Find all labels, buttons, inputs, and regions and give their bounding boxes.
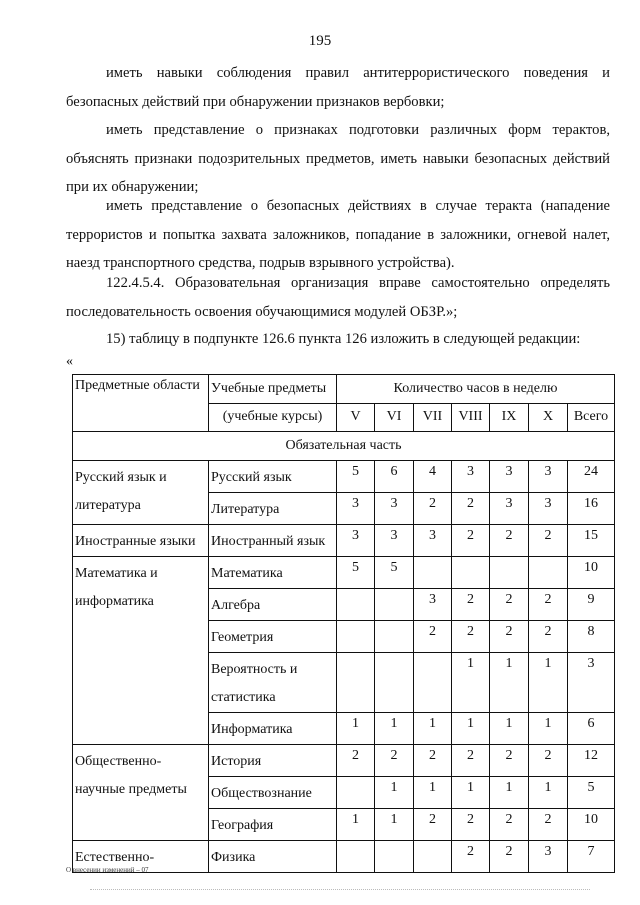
hours-cell: 2 bbox=[490, 744, 529, 776]
hours-cell: 3 bbox=[490, 492, 529, 524]
hours-cell: 1 bbox=[337, 808, 375, 840]
hours-cell: 4 bbox=[414, 460, 452, 492]
hours-cell: 2 bbox=[414, 808, 452, 840]
hours-cell bbox=[490, 556, 529, 588]
hours-cell: 1 bbox=[375, 808, 414, 840]
header-subject-areas: Предметные области bbox=[73, 375, 209, 432]
opening-quote: « bbox=[66, 354, 73, 369]
scan-artifact-line bbox=[90, 889, 590, 890]
subject-area-text: информатика bbox=[75, 593, 154, 609]
subject-area-text: Естественно- bbox=[75, 849, 155, 865]
hours-cell bbox=[375, 840, 414, 872]
hours-cell: 2 bbox=[452, 588, 490, 620]
subject-cell bbox=[209, 620, 337, 652]
paragraph-text: иметь навыки соблюдения правил антитеррористического поведения и безопасных действий при обнаружении признаков вербовки; bbox=[66, 65, 610, 110]
hours-cell: 6 bbox=[375, 460, 414, 492]
page-number: 195 bbox=[308, 33, 332, 49]
hours-cell: 3 bbox=[529, 492, 568, 524]
total-hours-cell: 8 bbox=[568, 620, 615, 652]
hours-cell bbox=[414, 652, 452, 712]
hours-cell bbox=[337, 588, 375, 620]
subject-area-cell bbox=[73, 556, 209, 744]
hours-cell: 3 bbox=[452, 460, 490, 492]
hours-cell: 2 bbox=[375, 744, 414, 776]
subject-cell bbox=[209, 588, 337, 620]
hours-cell: 3 bbox=[414, 524, 452, 556]
total-hours-cell: 9 bbox=[568, 588, 615, 620]
paragraph-text: иметь представление о признаках подготовки различных форм терактов, объяснять признаки подозрительных предметов, иметь навыки безопасных действий при их обнаружении; bbox=[66, 122, 610, 195]
subject-text: Физика bbox=[211, 849, 256, 865]
subject-area-text: Русский язык и bbox=[75, 469, 167, 485]
hours-cell: 1 bbox=[414, 776, 452, 808]
grade-header: VIII bbox=[452, 403, 490, 432]
hours-cell: 2 bbox=[452, 808, 490, 840]
table-header-row bbox=[73, 375, 615, 404]
total-hours-cell: 5 bbox=[568, 776, 615, 808]
subject-text: Геометрия bbox=[211, 629, 274, 645]
hours-cell: 1 bbox=[337, 712, 375, 744]
subject-text: Обществознание bbox=[211, 785, 312, 801]
hours-cell: 1 bbox=[375, 776, 414, 808]
total-hours-cell: 15 bbox=[568, 524, 615, 556]
hours-cell: 3 bbox=[375, 492, 414, 524]
hours-cell: 1 bbox=[490, 712, 529, 744]
subject-area-cell bbox=[73, 744, 209, 840]
grade-header: VI bbox=[375, 403, 414, 432]
hours-cell: 2 bbox=[529, 808, 568, 840]
total-hours-cell: 16 bbox=[568, 492, 615, 524]
total-hours-cell: 12 bbox=[568, 744, 615, 776]
hours-cell: 2 bbox=[490, 808, 529, 840]
hours-cell: 3 bbox=[337, 492, 375, 524]
subject-text: История bbox=[211, 753, 262, 769]
total-hours-cell: 24 bbox=[568, 460, 615, 492]
hours-cell: 1 bbox=[490, 652, 529, 712]
header-subjects: Учебные предметы bbox=[209, 375, 337, 404]
subject-area-cell bbox=[73, 460, 209, 524]
hours-cell bbox=[375, 652, 414, 712]
total-hours-cell: 10 bbox=[568, 808, 615, 840]
subject-cell bbox=[209, 556, 337, 588]
subject-area-text: научные предметы bbox=[75, 781, 187, 797]
subject-text: Математика bbox=[211, 565, 283, 581]
subject-text: Вероятность и bbox=[211, 661, 298, 677]
paragraph-2 bbox=[66, 116, 610, 202]
hours-cell: 2 bbox=[452, 492, 490, 524]
hours-cell: 2 bbox=[337, 744, 375, 776]
table-body bbox=[73, 375, 615, 873]
subject-text: Алгебра bbox=[211, 597, 261, 613]
hours-cell: 2 bbox=[452, 524, 490, 556]
hours-cell: 5 bbox=[337, 460, 375, 492]
hours-cell: 2 bbox=[452, 620, 490, 652]
hours-cell bbox=[529, 556, 568, 588]
hours-cell: 1 bbox=[452, 776, 490, 808]
subject-area-text: Математика и bbox=[75, 565, 158, 581]
grade-header: X bbox=[529, 403, 568, 432]
subject-cell bbox=[209, 712, 337, 744]
subject-text: География bbox=[211, 817, 274, 833]
paragraph-3 bbox=[66, 192, 610, 278]
hours-cell: 2 bbox=[490, 620, 529, 652]
subject-cell bbox=[209, 652, 337, 712]
hours-cell: 2 bbox=[529, 588, 568, 620]
hours-cell: 1 bbox=[375, 712, 414, 744]
hours-cell bbox=[337, 776, 375, 808]
table-row bbox=[73, 744, 615, 776]
total-hours-cell: 3 bbox=[568, 652, 615, 712]
hours-cell: 2 bbox=[452, 744, 490, 776]
hours-cell: 3 bbox=[414, 588, 452, 620]
paragraph-text: 15) таблицу в подпункте 126.6 пункта 126 изложить в следующей редакции: bbox=[106, 331, 581, 347]
header-hours-per-week: Количество часов в неделю bbox=[337, 375, 615, 404]
paragraph-text: иметь представление о безопасных действиях в случае теракта (нападение террористов и попытка захвата заложников, попадание в заложники, огневой налет, наезд транспортного средства, подрыв взрывного устройства). bbox=[66, 198, 610, 271]
hours-cell: 2 bbox=[529, 524, 568, 556]
table-row bbox=[73, 460, 615, 492]
total-hours-cell: 10 bbox=[568, 556, 615, 588]
subject-text: Русский язык bbox=[211, 469, 292, 485]
hours-cell bbox=[452, 556, 490, 588]
subject-text: Информатика bbox=[211, 721, 293, 737]
hours-cell bbox=[414, 556, 452, 588]
hours-cell: 5 bbox=[337, 556, 375, 588]
hours-cell: 1 bbox=[490, 776, 529, 808]
hours-cell bbox=[337, 620, 375, 652]
footer-note: О внесении изменений – 07 bbox=[66, 866, 149, 874]
hours-cell bbox=[337, 840, 375, 872]
subject-cell bbox=[209, 492, 337, 524]
table-row bbox=[73, 556, 615, 588]
hours-cell bbox=[414, 840, 452, 872]
subject-cell bbox=[209, 744, 337, 776]
hours-cell: 2 bbox=[414, 620, 452, 652]
hours-cell: 1 bbox=[529, 712, 568, 744]
paragraph-text: 122.4.5.4. Образовательная организация вправе самостоятельно определять последовательность освоения обучающимися модулей ОБЗР.»; bbox=[66, 275, 610, 320]
hours-cell bbox=[375, 588, 414, 620]
hours-cell: 3 bbox=[529, 460, 568, 492]
hours-cell: 2 bbox=[490, 840, 529, 872]
total-header: Всего bbox=[568, 403, 615, 432]
subject-text: статистика bbox=[211, 689, 276, 705]
hours-cell: 3 bbox=[375, 524, 414, 556]
hours-cell: 2 bbox=[414, 744, 452, 776]
hours-cell: 1 bbox=[414, 712, 452, 744]
subject-cell bbox=[209, 840, 337, 872]
total-hours-cell: 6 bbox=[568, 712, 615, 744]
paragraph-4 bbox=[66, 269, 610, 326]
total-hours-cell: 7 bbox=[568, 840, 615, 872]
subject-text: Иностранный язык bbox=[211, 533, 326, 549]
hours-cell: 5 bbox=[375, 556, 414, 588]
paragraph-1 bbox=[66, 59, 610, 116]
hours-cell: 3 bbox=[490, 460, 529, 492]
subject-area-cell bbox=[73, 524, 209, 556]
hours-cell: 3 bbox=[337, 524, 375, 556]
hours-cell: 2 bbox=[414, 492, 452, 524]
paragraph-5 bbox=[66, 325, 610, 354]
hours-cell: 2 bbox=[529, 744, 568, 776]
hours-cell: 2 bbox=[529, 620, 568, 652]
subject-cell bbox=[209, 808, 337, 840]
subject-text: Литература bbox=[211, 501, 280, 517]
grade-header: IX bbox=[490, 403, 529, 432]
grade-header: V bbox=[337, 403, 375, 432]
header-courses: (учебные курсы) bbox=[209, 403, 337, 432]
hours-cell: 1 bbox=[529, 776, 568, 808]
subject-area-text: Общественно- bbox=[75, 753, 162, 769]
hours-cell: 2 bbox=[490, 524, 529, 556]
hours-cell bbox=[375, 620, 414, 652]
table-row bbox=[73, 840, 615, 872]
hours-cell: 1 bbox=[452, 652, 490, 712]
subject-cell bbox=[209, 460, 337, 492]
hours-table bbox=[72, 374, 615, 873]
section-row bbox=[73, 432, 615, 461]
hours-cell: 2 bbox=[490, 588, 529, 620]
hours-cell bbox=[337, 652, 375, 712]
subject-cell bbox=[209, 776, 337, 808]
hours-cell: 2 bbox=[452, 840, 490, 872]
section-title: Обязательная часть bbox=[73, 432, 615, 461]
table-row bbox=[73, 524, 615, 556]
subject-area-text: Иностранные языки bbox=[75, 533, 196, 549]
hours-cell: 3 bbox=[529, 840, 568, 872]
hours-cell: 1 bbox=[529, 652, 568, 712]
subject-cell bbox=[209, 524, 337, 556]
grade-header: VII bbox=[414, 403, 452, 432]
hours-cell: 1 bbox=[452, 712, 490, 744]
subject-area-text: литература bbox=[75, 497, 141, 513]
